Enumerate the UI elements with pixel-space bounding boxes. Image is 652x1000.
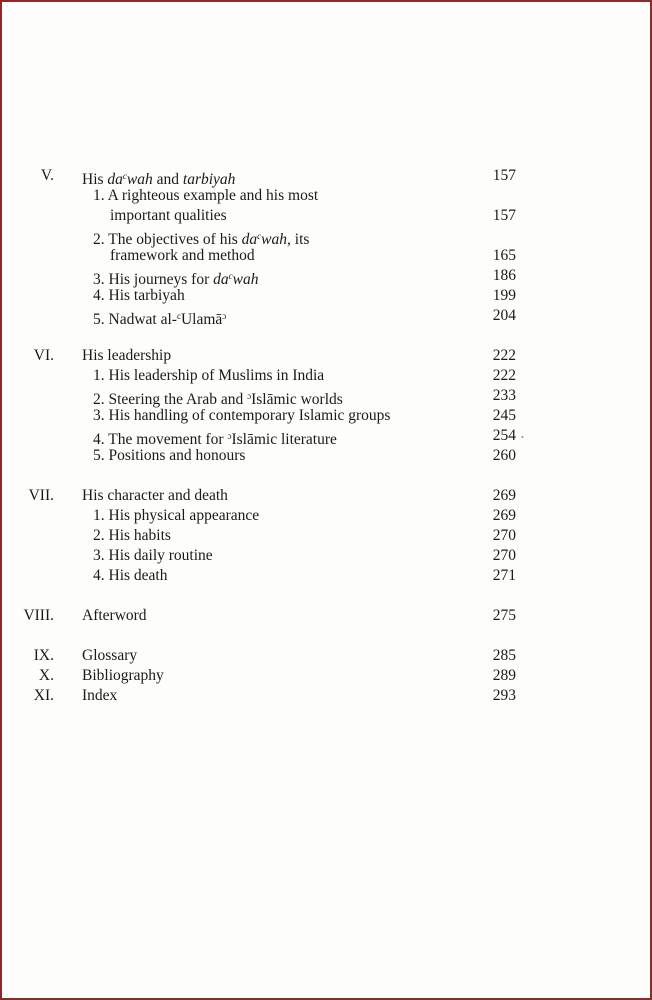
chapter-title: Glossary [82, 647, 138, 664]
chapter-title: His leadership [82, 347, 172, 364]
chapter-numeral: V. [40, 167, 54, 184]
page-number: 186 [492, 267, 516, 284]
toc-chapter-xi [2, 686, 650, 706]
page-number: 254 [492, 427, 516, 444]
entry-title: 1. His physical appearance [93, 507, 260, 524]
toc-entry-continued [2, 246, 650, 266]
toc-entry [2, 566, 650, 586]
page-number: 165 [492, 247, 516, 264]
toc-entry [2, 186, 650, 206]
chapter-numeral: VI. [33, 347, 54, 364]
page-number: 269 [492, 507, 516, 524]
page-number: 157 [492, 167, 516, 184]
chapter-numeral: IX. [33, 647, 54, 664]
table-of-contents [2, 166, 650, 706]
page-number: 233 [492, 387, 516, 404]
chapter-numeral: X. [38, 667, 54, 684]
page-number: 245 [492, 407, 516, 424]
section-spacer [2, 586, 650, 606]
section-spacer [2, 466, 650, 486]
toc-chapter-v [2, 166, 650, 186]
toc-entry [2, 426, 650, 446]
page-number: 270 [492, 527, 516, 544]
page-number: 285 [492, 647, 516, 664]
toc-entry [2, 546, 650, 566]
entry-title: 3. His handling of contemporary Islamic groups [93, 407, 391, 424]
page-number: 260 [492, 447, 516, 464]
entry-title: 2. The objectives of his $da^cwah$, its [93, 231, 310, 248]
chapter-numeral: VII. [28, 487, 54, 504]
toc-chapter-ix [2, 646, 650, 666]
page-number: 269 [492, 487, 516, 504]
page-number: 293 [492, 687, 516, 704]
entry-title: 3. His daily routine [93, 547, 213, 564]
entry-title: 4. The movement for $^ɔ$Islāmic literature [93, 431, 337, 448]
entry-title: 4. His death [93, 567, 168, 584]
entry-title: 1. A righteous example and his most [93, 187, 319, 204]
page-number: 271 [492, 567, 516, 584]
chapter-title: His $da^cwah$ and tarbiyah [82, 171, 236, 188]
page-number: 222 [492, 347, 516, 364]
toc-entry [2, 306, 650, 326]
chapter-title: His character and death [82, 487, 228, 504]
chapter-title: Index [82, 687, 118, 704]
toc-entry [2, 506, 650, 526]
page-number: 204 [492, 307, 516, 324]
chapter-title: Bibliography [82, 667, 164, 684]
toc-entry [2, 446, 650, 466]
toc-chapter-viii [2, 606, 650, 626]
toc-chapter-vii [2, 486, 650, 506]
toc-entry [2, 286, 650, 306]
entry-title: 2. His habits [93, 527, 171, 544]
toc-entry [2, 386, 650, 406]
chapter-numeral: VIII. [23, 607, 54, 624]
toc-chapter-x [2, 666, 650, 686]
entry-title: 4. His tarbiyah [93, 287, 185, 304]
toc-entry-continued [2, 206, 650, 226]
entry-title: 1. His leadership of Muslims in India [93, 367, 325, 384]
toc-chapter-vi [2, 346, 650, 366]
page-number: 157 [492, 207, 516, 224]
page-number: 289 [492, 667, 516, 684]
toc-entry [2, 266, 650, 286]
chapter-numeral: XI. [33, 687, 54, 704]
entry-title: 2. Steering the Arab and $^ɔ$Islāmic worlds [93, 391, 343, 408]
chapter-title: Afterword [82, 607, 147, 624]
section-spacer [2, 626, 650, 646]
entry-title-continued: important qualities [110, 207, 227, 224]
toc-entry [2, 366, 650, 386]
page-number: 199 [492, 287, 516, 304]
entry-title: 3. His journeys for $da^cwah$ [93, 271, 259, 288]
page-number: 270 [492, 547, 516, 564]
page-number: 222 [492, 367, 516, 384]
page-number: 275 [492, 607, 516, 624]
entry-title-continued: framework and method [110, 247, 255, 264]
toc-entry [2, 226, 650, 246]
toc-entry [2, 526, 650, 546]
entry-title: 5. Positions and honours [93, 447, 246, 464]
print-speck-mark: • [521, 433, 524, 442]
entry-title: 5. Nadwat al-$^c$Ulamā$^ɔ$ [93, 311, 227, 328]
toc-entry [2, 406, 650, 426]
